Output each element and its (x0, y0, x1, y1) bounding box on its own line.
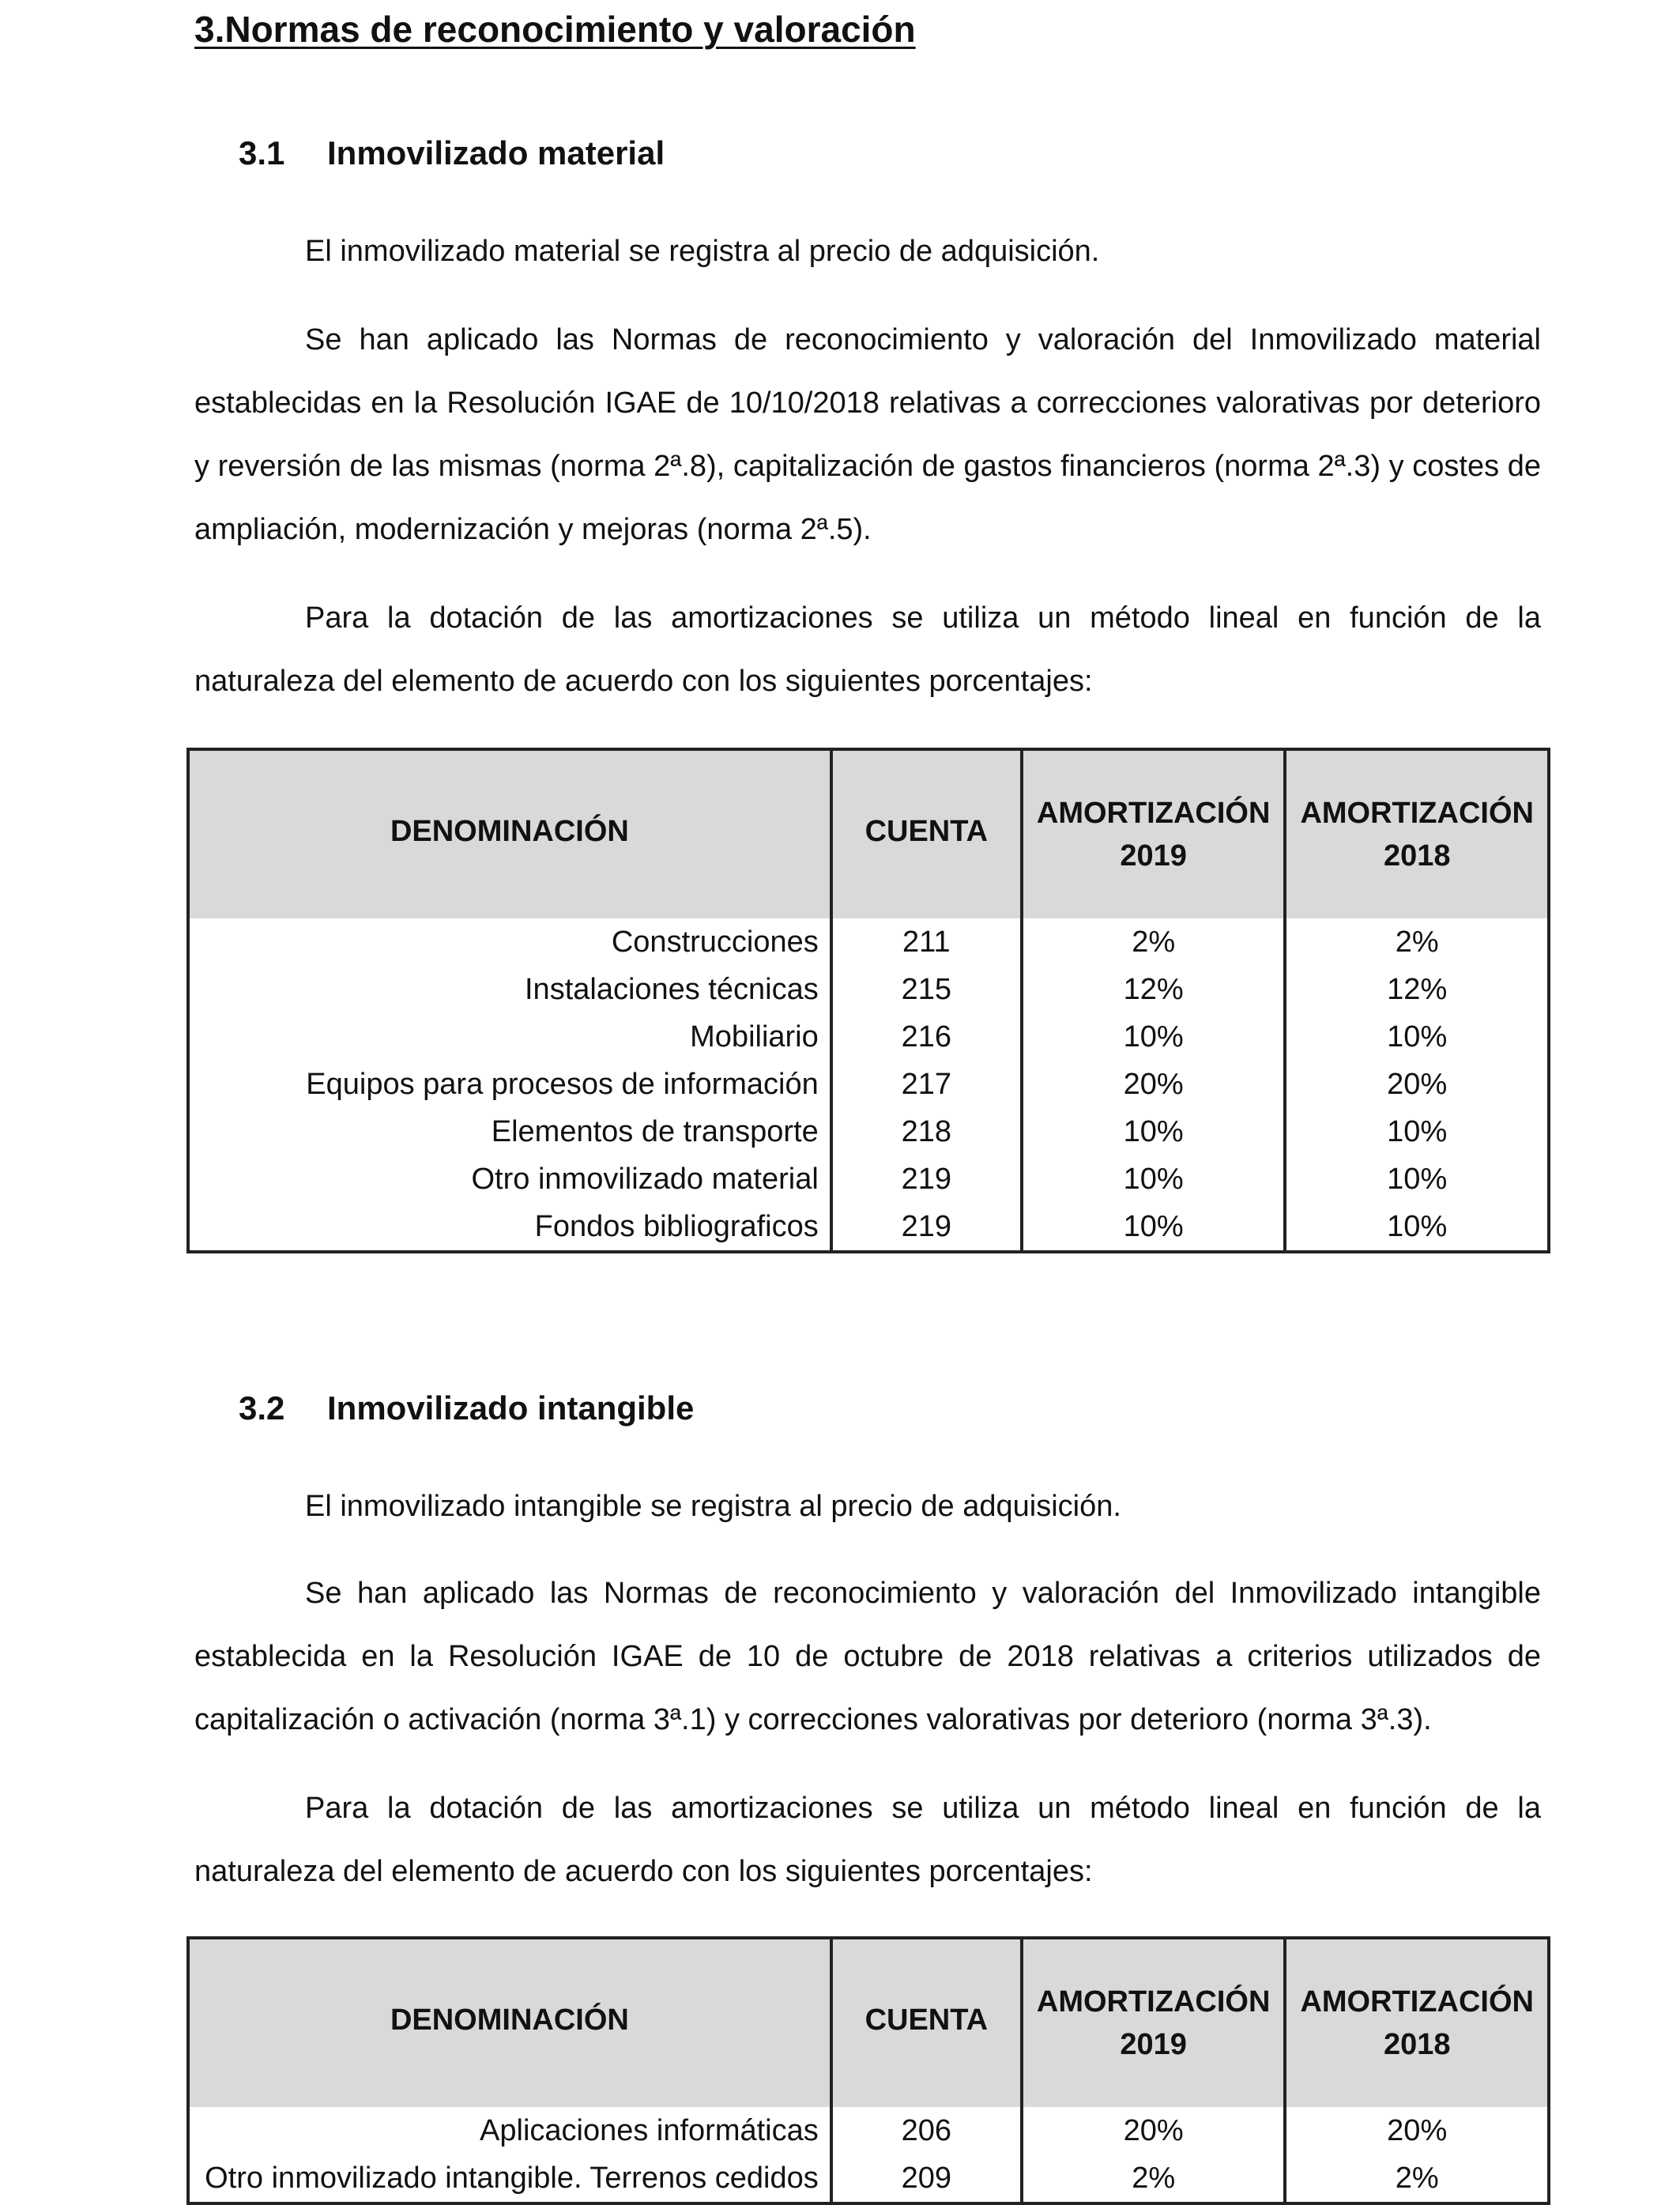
paragraph-text: El inmovilizado intangible se registra al precio de adquisición. (305, 1490, 1121, 1523)
paragraph (194, 1777, 1541, 1903)
cell-amortizacion-2018: 10% (1285, 1108, 1549, 1155)
header-amortizacion-2018: AMORTIZACIÓN 2018 (1285, 1938, 1549, 2107)
cell-amortizacion-2018: 10% (1285, 1013, 1549, 1061)
cell-amortizacion-2018: 10% (1285, 1203, 1549, 1252)
cell-amortizacion-2019: 2% (1022, 2154, 1286, 2203)
header-denominacion: DENOMINACIÓN (188, 1938, 831, 2107)
cell-denominacion: Elementos de transporte (491, 1115, 819, 1148)
paragraph-text: Para la dotación de las amortizaciones se utiliza un método lineal en función de la naturaleza del elemento de acuerdo con los siguientes porcentajes: (194, 1792, 1541, 1888)
cell-cuenta: 215 (831, 966, 1022, 1013)
cell-cuenta: 206 (831, 2107, 1022, 2154)
paragraph (194, 586, 1541, 713)
table-header-row (188, 1938, 1549, 2107)
cell-cuenta: 211 (831, 918, 1022, 966)
cell-denominacion: Equipos para procesos de información (306, 1068, 819, 1101)
header-amortizacion-2018: AMORTIZACIÓN 2018 (1285, 749, 1549, 918)
section-title: Inmovilizado material (327, 134, 665, 172)
section-heading-3-1 (239, 134, 665, 172)
cell-denominacion: Mobiliario (690, 1020, 819, 1054)
header-denominacion: DENOMINACIÓN (188, 749, 831, 918)
cell-amortizacion-2019: 2% (1022, 918, 1286, 966)
table-row (188, 918, 1549, 966)
cell-amortizacion-2019: 10% (1022, 1203, 1286, 1252)
table-row (188, 966, 1549, 1013)
cell-amortizacion-2019: 10% (1022, 1155, 1286, 1203)
header-cuenta: CUENTA (831, 749, 1022, 918)
paragraph (194, 1562, 1541, 1751)
cell-cuenta: 218 (831, 1108, 1022, 1155)
amortization-table-material (186, 748, 1550, 1253)
table-row (188, 1061, 1549, 1108)
table-row (188, 2107, 1549, 2154)
cell-amortizacion-2019: 10% (1022, 1013, 1286, 1061)
paragraph-text: El inmovilizado material se registra al precio de adquisición. (305, 235, 1100, 268)
paragraph-text: Se han aplicado las Normas de reconocimiento y valoración del Inmovilizado material establecidas en la Resolución IGAE de 10/10/2018 relativas a correcciones valorativas por deterioro y reversión de las mismas (norma 2ª.8), capitalización de gastos financieros (norma 2ª.3) y costes de ampliación, modernización y mejoras (norma 2ª.5). (194, 323, 1541, 546)
page-title: 3.Normas de reconocimiento y valoración (194, 9, 916, 50)
cell-amortizacion-2018: 2% (1285, 2154, 1549, 2203)
cell-amortizacion-2019: 12% (1022, 966, 1286, 1013)
cell-denominacion: Otro inmovilizado intangible. Terrenos cedidos (205, 2162, 819, 2195)
cell-amortizacion-2018: 20% (1285, 2107, 1549, 2154)
table-header-row (188, 749, 1549, 918)
cell-denominacion: Otro inmovilizado material (471, 1163, 819, 1196)
cell-denominacion: Construcciones (611, 925, 819, 959)
cell-amortizacion-2018: 10% (1285, 1155, 1549, 1203)
cell-amortizacion-2019: 20% (1022, 2107, 1286, 2154)
header-cuenta: CUENTA (831, 1938, 1022, 2107)
header-amortizacion-2019: AMORTIZACIÓN 2019 (1022, 749, 1286, 918)
section-number: 3.2 (239, 1389, 285, 1427)
cell-amortizacion-2019: 20% (1022, 1061, 1286, 1108)
paragraph-text: Para la dotación de las amortizaciones se utiliza un método lineal en función de la naturaleza del elemento de acuerdo con los siguientes porcentajes: (194, 601, 1541, 698)
cell-denominacion: Aplicaciones informáticas (480, 2114, 819, 2147)
table-row (188, 2154, 1549, 2203)
cell-denominacion: Instalaciones técnicas (525, 973, 819, 1006)
cell-amortizacion-2018: 2% (1285, 918, 1549, 966)
section-heading-3-2 (239, 1389, 694, 1427)
paragraph-text: Se han aplicado las Normas de reconocimiento y valoración del Inmovilizado intangible establecida en la Resolución IGAE de 10 de octubre de 2018 relativas a criterios utilizados de capitalización o activación (norma 3ª.1) y correcciones valorativas por deterioro (norma 3ª.3). (194, 1577, 1541, 1736)
cell-cuenta: 217 (831, 1061, 1022, 1108)
amortization-table-intangible (186, 1936, 1550, 2205)
cell-amortizacion-2018: 20% (1285, 1061, 1549, 1108)
cell-cuenta: 209 (831, 2154, 1022, 2203)
paragraph (194, 308, 1541, 561)
paragraph (194, 1475, 1541, 1538)
header-amortizacion-2019: AMORTIZACIÓN 2019 (1022, 1938, 1286, 2107)
section-number: 3.1 (239, 134, 285, 172)
table-row (188, 1155, 1549, 1203)
table-row (188, 1203, 1549, 1252)
table-row (188, 1108, 1549, 1155)
cell-amortizacion-2019: 10% (1022, 1108, 1286, 1155)
cell-denominacion: Fondos bibliograficos (534, 1210, 819, 1243)
cell-cuenta: 219 (831, 1203, 1022, 1252)
cell-amortizacion-2018: 12% (1285, 966, 1549, 1013)
paragraph (194, 220, 1541, 283)
cell-cuenta: 219 (831, 1155, 1022, 1203)
section-title: Inmovilizado intangible (327, 1389, 695, 1427)
cell-cuenta: 216 (831, 1013, 1022, 1061)
table-row (188, 1013, 1549, 1061)
